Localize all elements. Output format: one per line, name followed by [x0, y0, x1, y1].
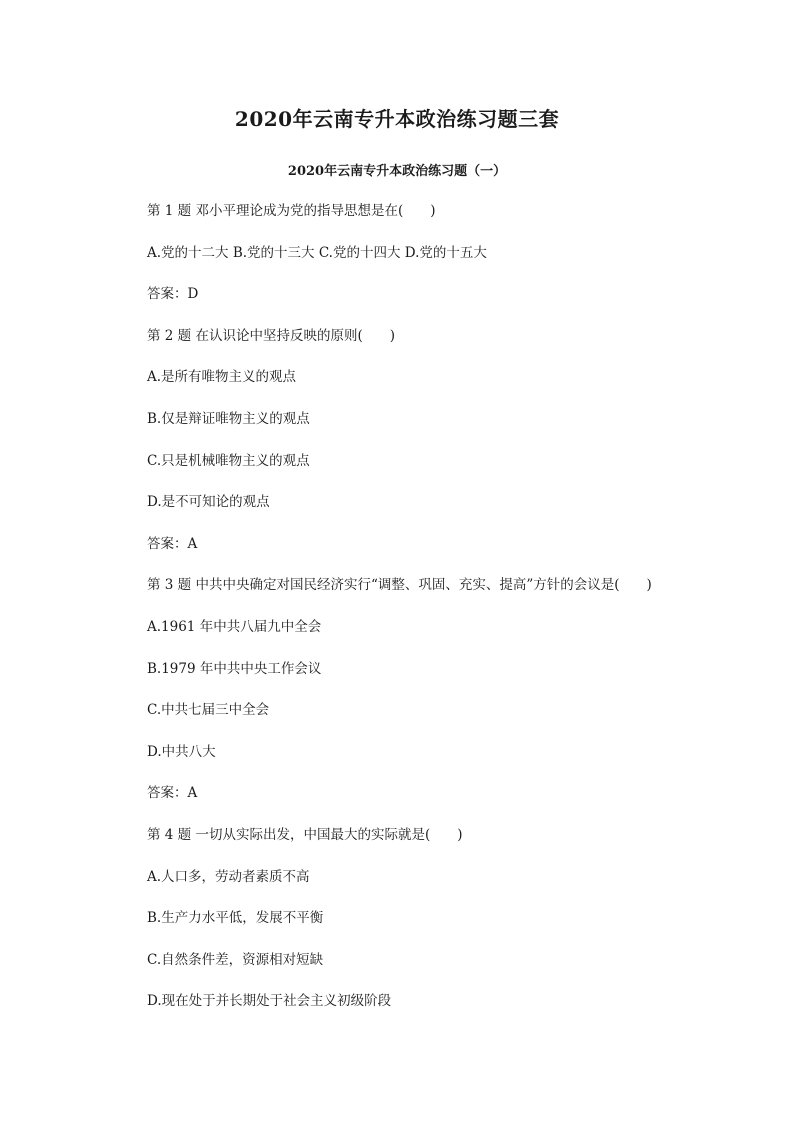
question-3-option-d: D.中共八大 [147, 743, 216, 760]
question-2-option-c: C.只是机械唯物主义的观点 [147, 452, 310, 469]
question-2-option-a: A.是所有唯物主义的观点 [147, 369, 297, 386]
question-1-stem: 第 1 题 邓小平理论成为党的指导思想是在( ) [147, 203, 436, 219]
question-2-stem: 第 2 题 在认识论中坚持反映的原则( ) [147, 327, 395, 344]
section-title: 2020年云南专升本政治练习题（一） [287, 164, 507, 179]
question-4-option-c: C.自然条件差，资源相对短缺 [147, 951, 324, 968]
question-4-option-b: B.生产力水平低，发展不平衡 [147, 910, 324, 927]
question-list [147, 201, 707, 1033]
question-3-option-c: C.中共七届三中全会 [147, 702, 270, 719]
document-title: 2020年云南专升本政治练习题三套 [234, 107, 560, 131]
question-2-option-b: B.仅是辩证唯物主义的观点 [147, 410, 310, 427]
question-1-options: A.党的十二大 B.党的十三大 C.党的十四大 D.党的十五大 [147, 244, 487, 261]
question-3-stem: 第 3 题 中共中央确定对国民经济实行“调整、巩固、充实、提高”方针的会议是( ) [147, 577, 652, 594]
question-1-answer: 答案：D [147, 286, 199, 303]
question-3-option-b: B.1979 年中共中央工作会议 [147, 660, 322, 677]
question-3-option-a: A.1961 年中共八届九中全会 [147, 618, 322, 635]
question-3-answer: 答案：A [147, 785, 198, 802]
question-2-answer: 答案：A [147, 535, 198, 552]
question-4-stem: 第 4 题 一切从实际出发，中国最大的实际就是( ) [147, 826, 463, 843]
question-4-option-d: D.现在处于并长期处于社会主义初级阶段 [147, 993, 392, 1010]
question-4-option-a: A.人口多，劳动者素质不高 [147, 868, 310, 885]
question-2-option-d: D.是不可知论的观点 [147, 494, 270, 511]
